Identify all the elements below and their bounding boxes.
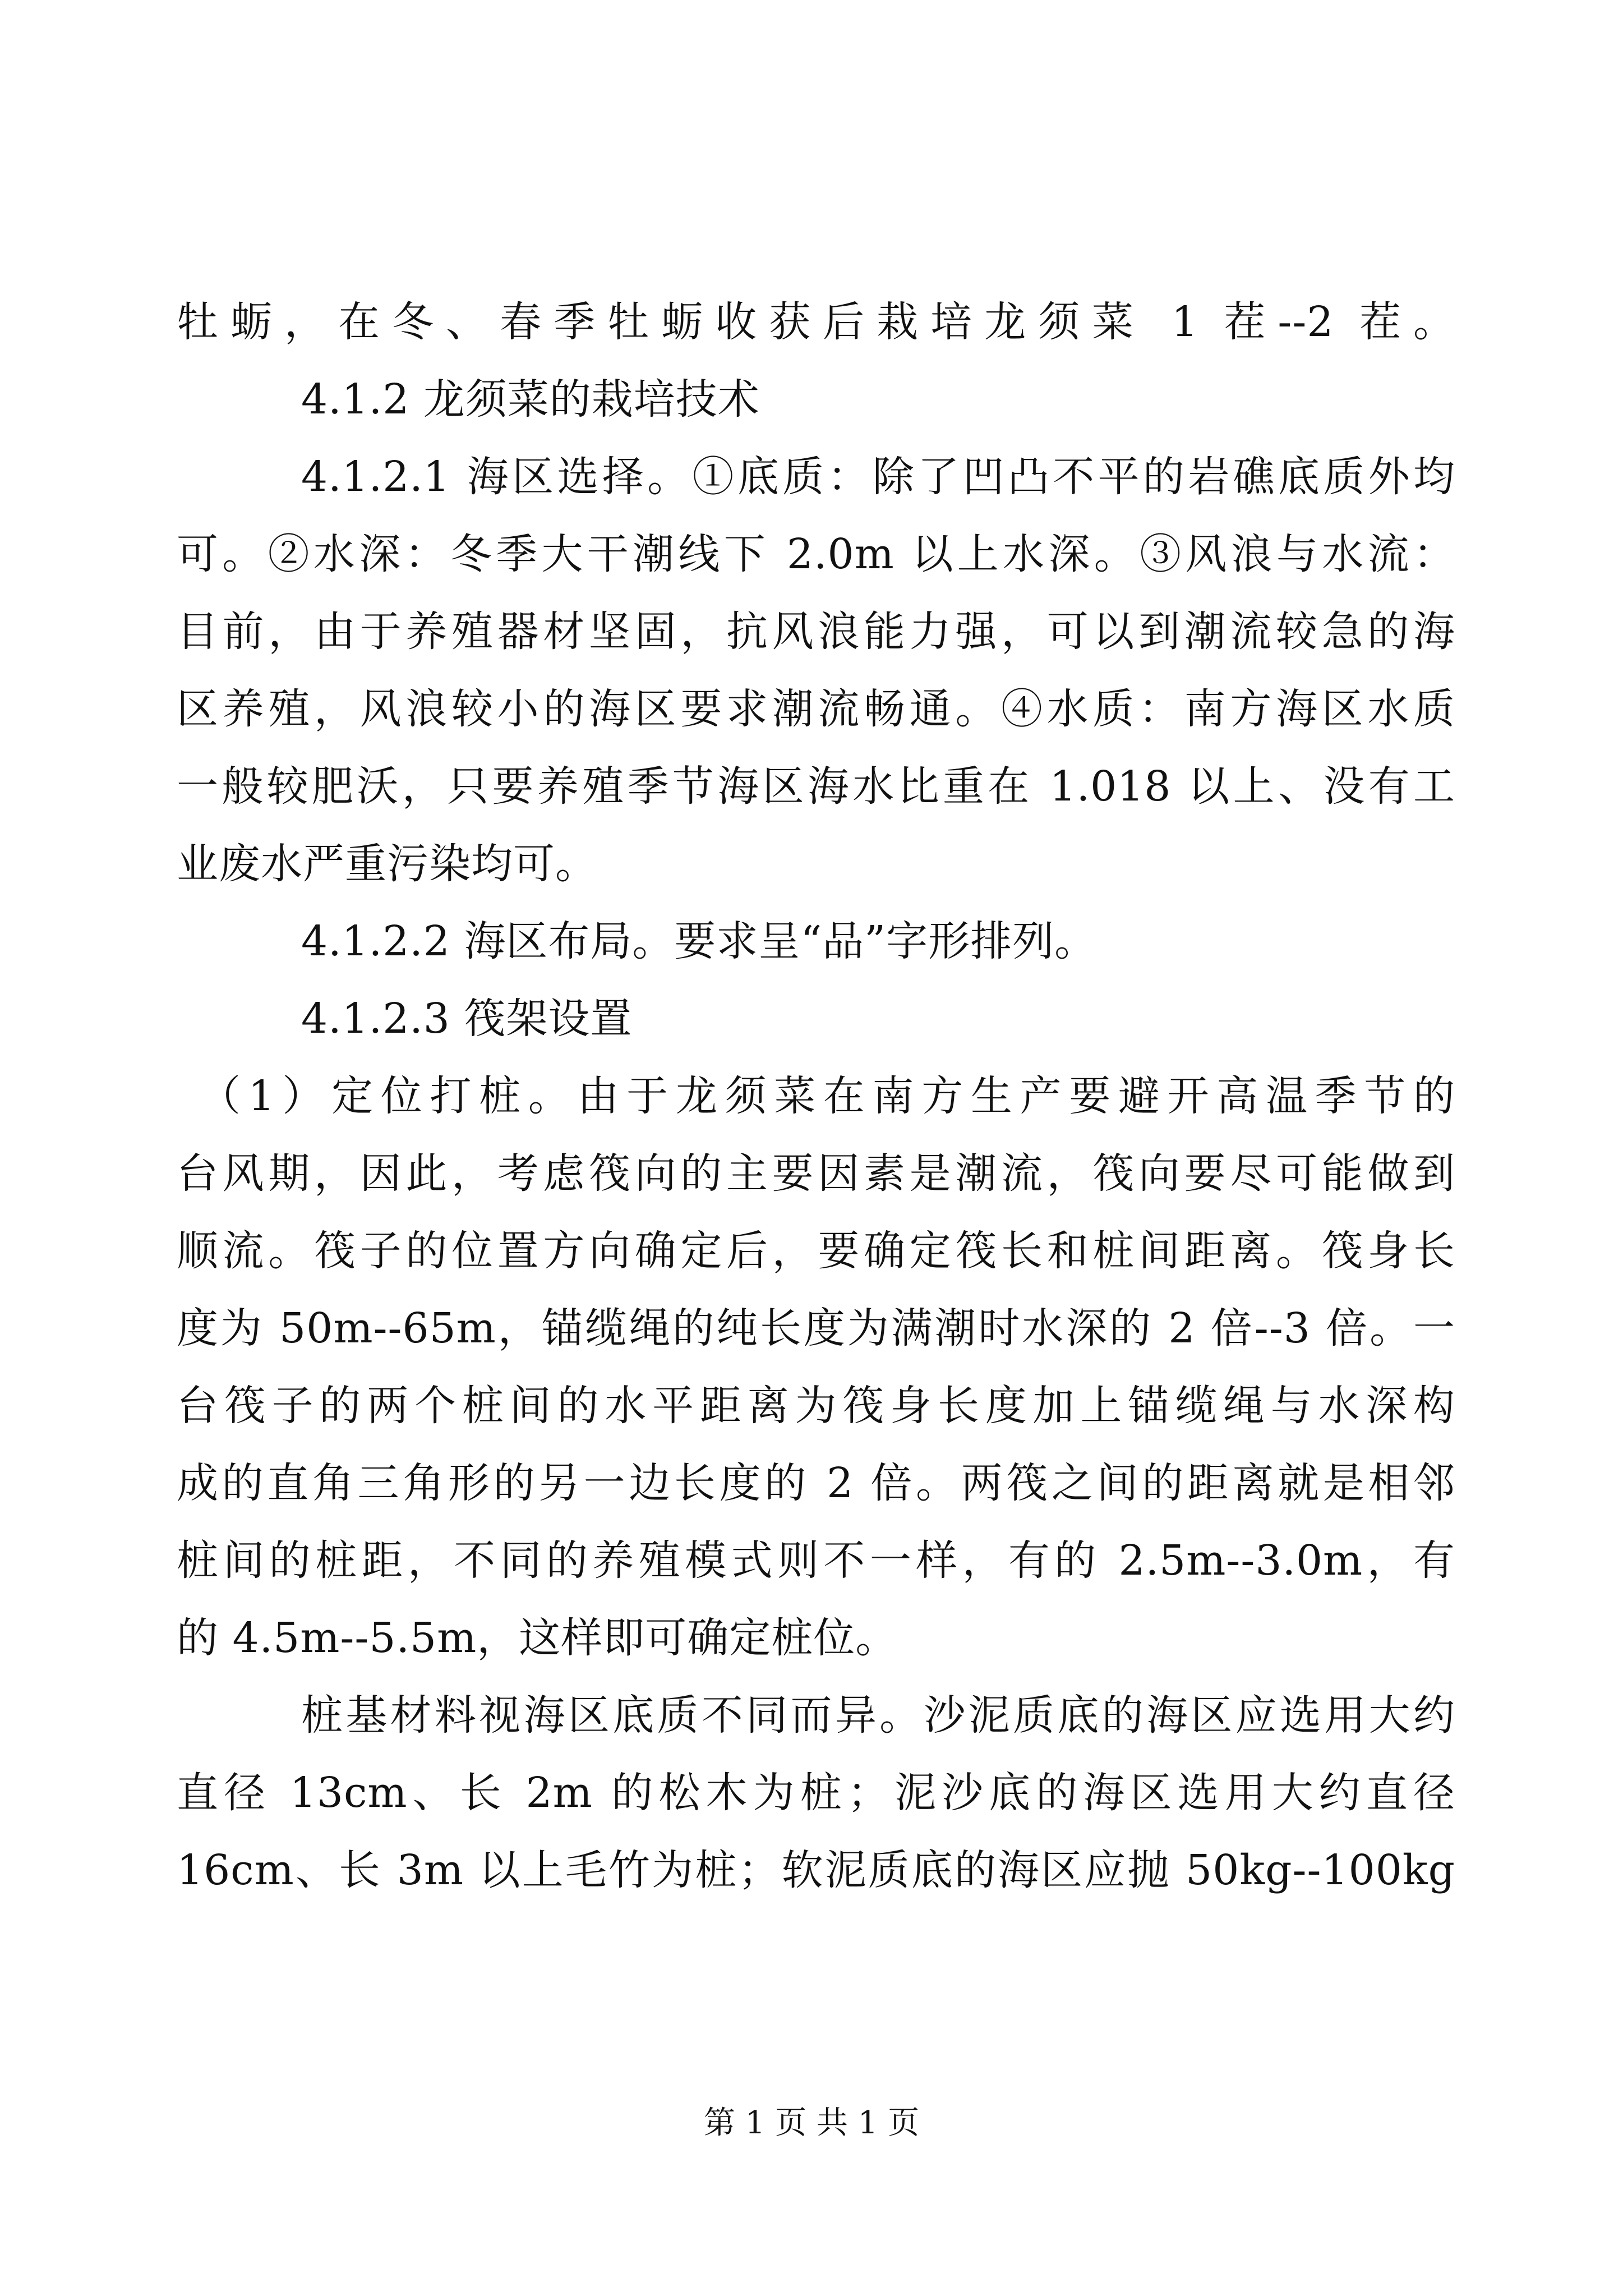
text-line: 顺流。筏子的位置方向确定后，要确定筏长和桩间距离。筏身长 — [177, 1227, 1455, 1275]
text-line: 台风期，因此，考虑筏向的主要因素是潮流，筏向要尽可能做到 — [177, 1149, 1455, 1198]
document-body — [177, 283, 1455, 1909]
text-line: 桩基材料视海区底质不同而异。沙泥质底的海区应选用大约 — [301, 1691, 1455, 1740]
text-line: 台筏子的两个桩间的水平距离为筏身长度加上锚缆绳与水深构 — [177, 1382, 1455, 1430]
text-line: 直径 13cm、长 2m 的松木为桩；泥沙底的海区选用大约直径 — [177, 1769, 1455, 1817]
text-line: 4.1.2.1 海区选择。①底质：除了凹凸不平的岩礁底质外均 — [301, 453, 1455, 501]
text-line: 一般较肥沃，只要养殖季节海区海水比重在 1.018 以上、没有工 — [177, 762, 1455, 811]
text-line: （1）定位打桩。由于龙须菜在南方生产要避开高温季节的 — [199, 1072, 1455, 1120]
section-heading: 4.1.2 龙须菜的栽培技术 — [301, 375, 760, 424]
text-line: 度为 50m--65m，锚缆绳的纯长度为满潮时水深的 2 倍--3 倍。一 — [177, 1304, 1455, 1352]
text-line: 可。②水深：冬季大干潮线下 2.0m 以上水深。③风浪与水流： — [177, 530, 1455, 578]
text-line: 区养殖，风浪较小的海区要求潮流畅通。④水质：南方海区水质 — [177, 685, 1455, 733]
section-heading: 4.1.2.3 筏架设置 — [301, 995, 633, 1043]
text-line: 4.1.2.2 海区布局。要求呈“品”字形排列。 — [301, 917, 1097, 965]
page-footer: 第 1 页 共 1 页 — [703, 2105, 920, 2141]
text-line: 成的直角三角形的另一边长度的 2 倍。两筏之间的距离就是相邻 — [177, 1459, 1455, 1507]
text-line: 牡蛎，在冬、春季牡蛎收获后栽培龙须菜 1 茬--2 茬。 — [177, 298, 1455, 346]
text-line: 16cm、长 3m 以上毛竹为桩；软泥质底的海区应抛 50kg--100kg — [177, 1846, 1455, 1894]
text-line: 桩间的桩距，不同的养殖模式则不一样，有的 2.5m--3.0m，有 — [177, 1536, 1455, 1585]
text-line: 目前，由于养殖器材坚固，抗风浪能力强，可以到潮流较急的海 — [177, 608, 1455, 656]
text-line: 业废水严重污染均可。 — [177, 840, 597, 888]
text-line: 的 4.5m--5.5m，这样即可确定桩位。 — [177, 1614, 898, 1662]
